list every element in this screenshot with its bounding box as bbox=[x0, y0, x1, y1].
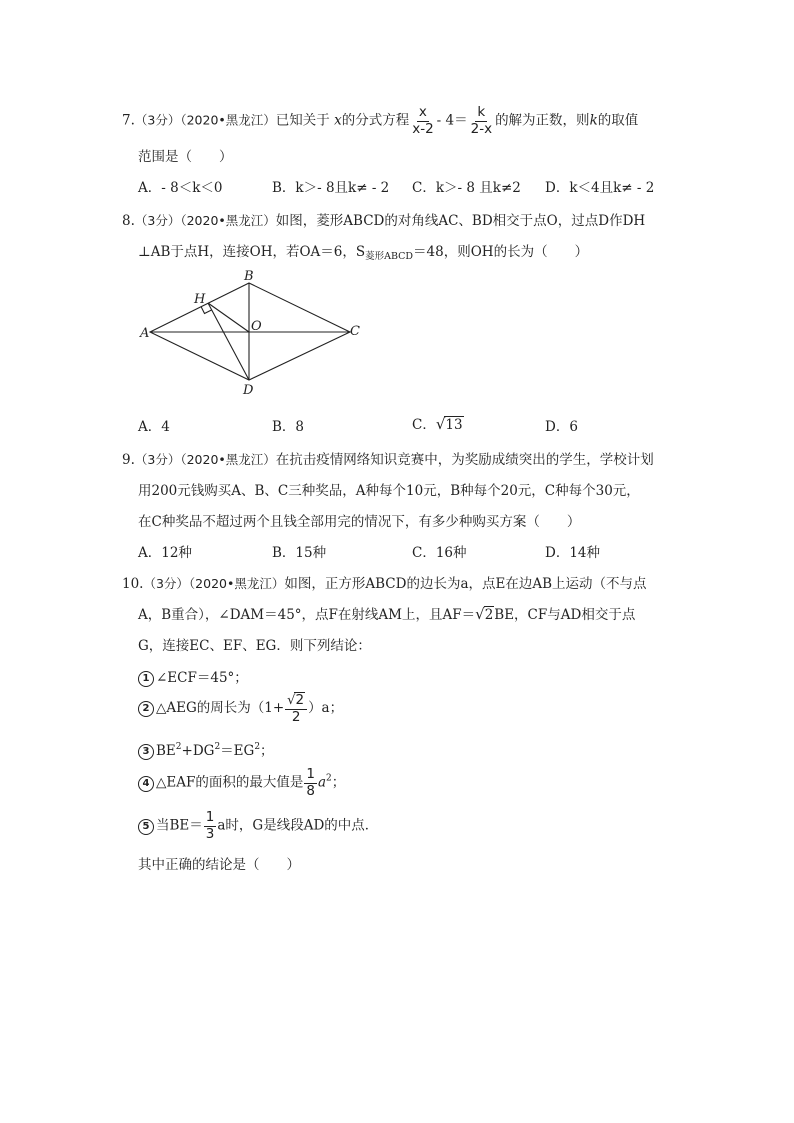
q7-stem-c: 的解为正数，则 bbox=[495, 112, 590, 129]
sqrt-13: 13 bbox=[445, 417, 463, 433]
label-h: H bbox=[194, 292, 206, 307]
q9-number: 9. bbox=[122, 452, 135, 468]
q9-stem: 在抗击疫情网络知识竞赛中，为奖励成绩突出的学生，学校计划 bbox=[275, 452, 654, 468]
label-c: C bbox=[350, 324, 360, 339]
q10-conclusion-3: 3 $BE^2+DG^2=EG^2$； bbox=[138, 739, 274, 760]
q10-line3: G，连接EC、EF、EG．则下列结论： bbox=[138, 638, 371, 654]
q8-line2: ⊥AB于点H，连接OH，若OA＝6，$S_{菱形ABCD}=48$，则OH的长为（ ） bbox=[138, 244, 589, 262]
q7-mid: - 4＝ bbox=[436, 112, 468, 129]
label-b: B bbox=[244, 269, 254, 284]
segment-oh bbox=[208, 303, 249, 332]
q8-meta: （3分）（2020•黑龙江） bbox=[134, 213, 276, 228]
q7-option-d: D．k＜4且k≠ - 2 bbox=[545, 180, 655, 196]
q7-line2: 范围是（ ） bbox=[138, 149, 233, 165]
q7-fraction-1: $\frac{x}{x-2}$ bbox=[412, 104, 434, 137]
q9-option-d: D．14种 bbox=[545, 545, 601, 561]
q7-fraction-2: $\frac{k}{2-x}$ bbox=[470, 104, 493, 137]
q10-meta: （3分）（2020•黑龙江） bbox=[143, 576, 285, 591]
segment-dh bbox=[208, 303, 249, 380]
q10-number: 10. bbox=[122, 576, 144, 592]
q7-stem-d: 的取值 bbox=[597, 112, 639, 129]
q7-var-x: x bbox=[334, 112, 342, 129]
q9-line2: 用200元钱购买A、B、C三种奖品，A种每个10元，B种每个20元，C种每个30元， bbox=[138, 483, 640, 499]
label-a: A bbox=[140, 326, 150, 341]
q9-option-a: A．12种 bbox=[138, 545, 192, 561]
q10-stem: 如图，正方形ABCD的边长为a，点E在边AB上运动（不与点 bbox=[284, 576, 647, 592]
sqrt-2: 2 bbox=[484, 607, 494, 623]
q8-option-d: D．6 bbox=[545, 419, 578, 435]
q7-option-a: A．- 8＜k＜0 bbox=[138, 180, 223, 196]
label-d: D bbox=[243, 383, 254, 398]
q10-conclusion-4: 4 △EAF的面积的最大值是 $\frac{1}{8}$ $a^2$； bbox=[138, 767, 345, 799]
q10-conclusion-1: 1 ∠ECF＝45°； bbox=[138, 666, 248, 687]
frac-1-over-3: $\frac{1}{3}$ bbox=[205, 809, 215, 842]
q10-line1 bbox=[122, 572, 647, 592]
label-o: O bbox=[251, 319, 262, 334]
q7-option-c: C．k＞- 8 且k≠2 bbox=[412, 180, 521, 196]
q8-line1 bbox=[122, 209, 645, 229]
q10-conclusion-5: 5 当BE＝ $\frac{1}{3}$ a时，G是线段AD的中点． bbox=[138, 810, 378, 842]
q10-conclusion-2: 2 △AEG的周长为（1+ $\frac{√2}{2}$ ）a； bbox=[138, 692, 343, 725]
q7-meta: （3分）（2020•黑龙江） bbox=[134, 112, 276, 128]
q9-meta: （3分）（2020•黑龙江） bbox=[134, 452, 276, 467]
q9-line3: 在C种奖品不超过两个且钱全部用完的情况下，有多少种购买方案（ ） bbox=[138, 514, 581, 530]
q7-line1 bbox=[122, 105, 638, 137]
q9-line1 bbox=[122, 448, 654, 468]
q8-option-c: C．√13 bbox=[412, 415, 463, 433]
q10-conclusion-line: 其中正确的结论是（ ） bbox=[138, 857, 300, 873]
q7-stem: 已知关于 bbox=[275, 112, 330, 129]
q7-number: 7. bbox=[122, 112, 135, 129]
q10-line2: A，B重合），∠DAM＝45°，点F在射线AM上，且AF＝√2BE，CF与AD相交于点 bbox=[138, 605, 636, 623]
q8-option-a: A．4 bbox=[138, 419, 170, 435]
q7-var-k: k bbox=[589, 112, 598, 129]
q8-number: 8. bbox=[122, 213, 135, 229]
frac-1-over-8: $\frac{1}{8}$ bbox=[306, 766, 315, 799]
frac-sqrt2-over-2: $\frac{√2}{2}$ bbox=[285, 692, 307, 725]
q9-option-b: B．15种 bbox=[272, 545, 327, 561]
q8-option-b: B．8 bbox=[272, 419, 305, 435]
q9-option-c: C．16种 bbox=[412, 545, 467, 561]
q7-option-b: B．k＞- 8且k≠ - 2 bbox=[272, 180, 390, 196]
rhombus-figure bbox=[138, 268, 368, 398]
q7-stem-b: 的分式方程 bbox=[341, 112, 410, 129]
q8-stem: 如图，菱形ABCD的对角线AC、BD相交于点O，过点D作DH bbox=[275, 213, 646, 229]
